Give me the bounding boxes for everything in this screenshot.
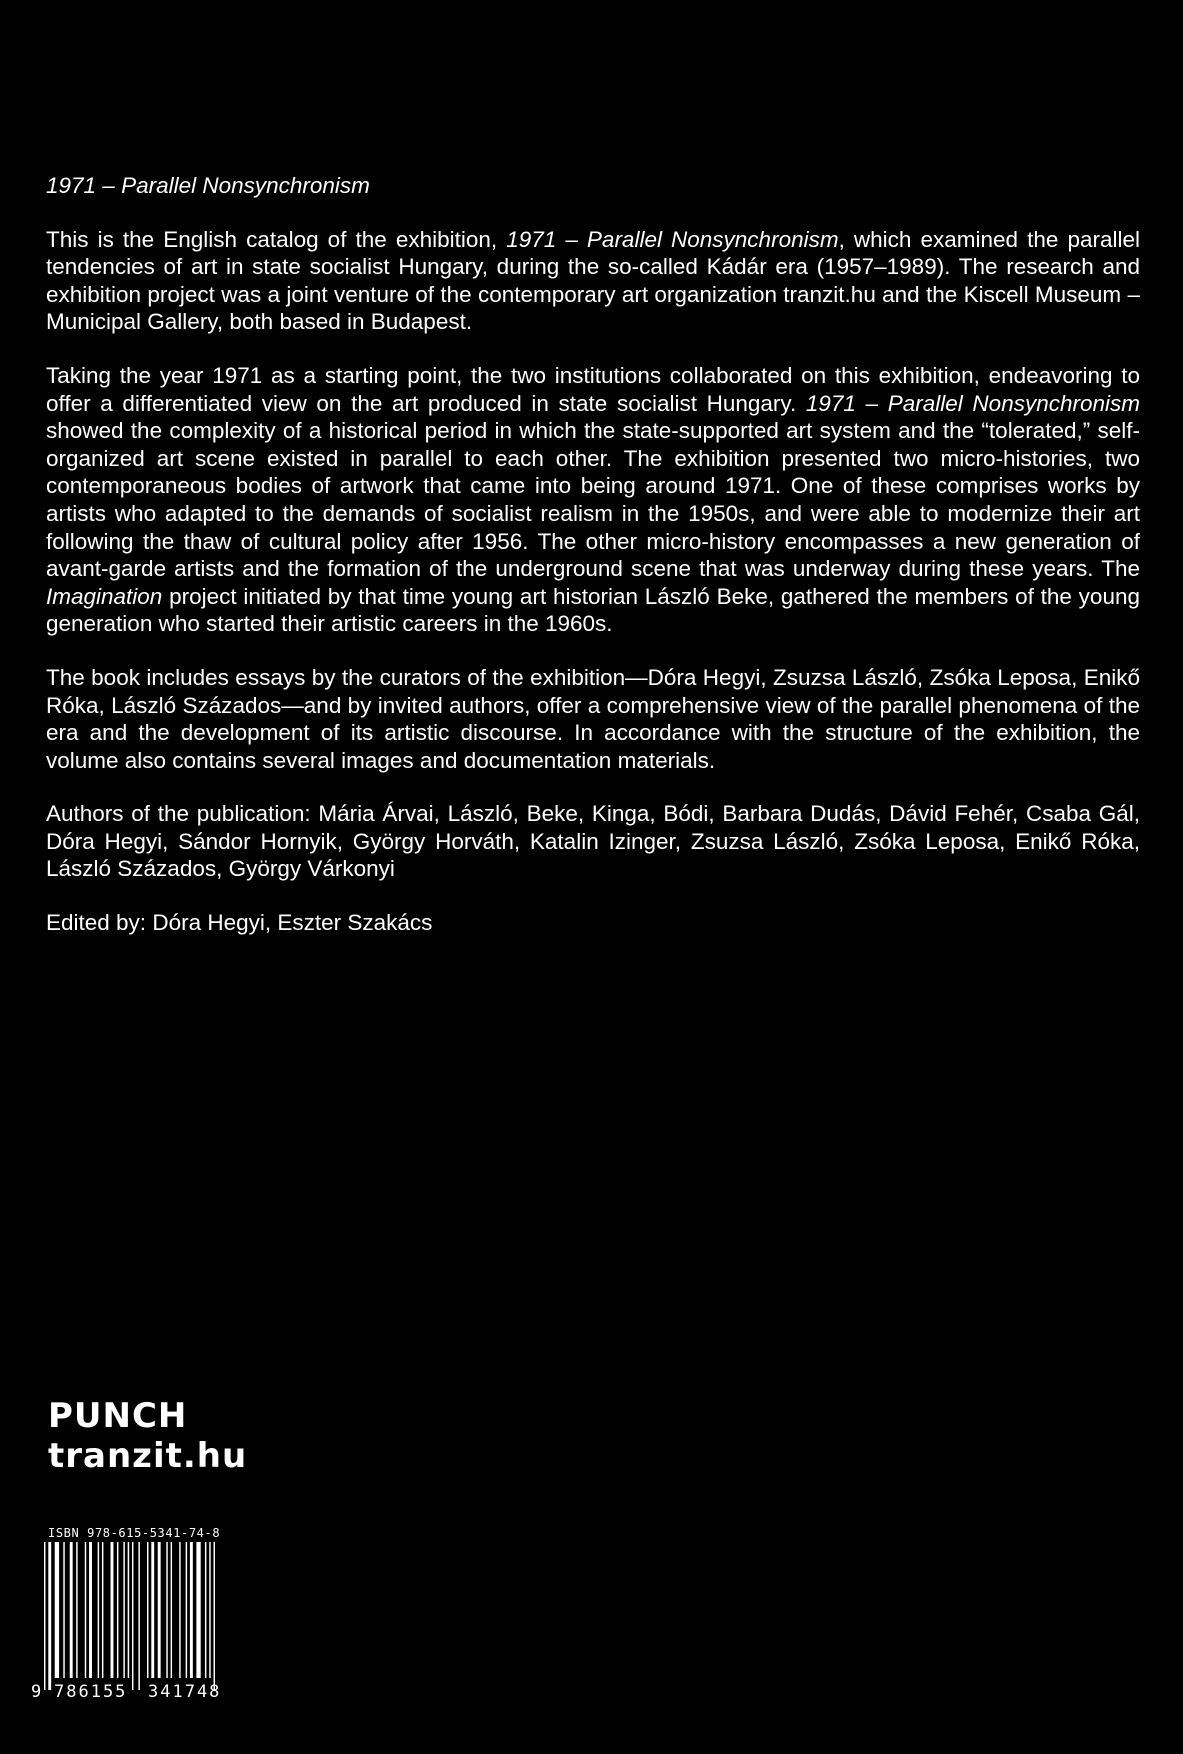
barcode-bar <box>123 1542 124 1678</box>
publisher-logos <box>48 1396 247 1476</box>
tranzit-logo: tranzit.hu <box>48 1436 248 1476</box>
barcode-bar <box>128 1542 129 1678</box>
exhibition-title-italic: 1971 – Parallel Nonsynchronism <box>805 390 1140 416</box>
barcode-bar <box>89 1542 92 1678</box>
barcode-bar <box>186 1542 187 1678</box>
barcode-bar <box>98 1542 99 1678</box>
barcode-bar <box>138 1542 139 1690</box>
imagination-italic: Imagination <box>46 583 163 609</box>
barcode-bar <box>63 1542 64 1678</box>
barcode-bar <box>132 1542 133 1690</box>
barcode-bar <box>48 1542 51 1690</box>
intro-paragraph <box>46 226 1140 336</box>
barcode-bar <box>196 1542 200 1678</box>
barcode-digits-right: 341748 <box>148 1682 222 1702</box>
barcode-bar <box>55 1542 59 1678</box>
exhibition-text-start: Taking the year 1971 as a starting point, the two institutions collaborated on this exhibition, endeavoring to offer a differentiated view on the art produced in state socialist Hungary. <box>46 362 1140 416</box>
barcode-bar <box>166 1542 167 1678</box>
barcode-bar <box>179 1542 180 1678</box>
intro-text-end: , which examined the parallel tendencies of art in state socialist Hungary, during the so-called Kádár era (1957–1989). The research and exhibition project was a joint venture of the contemporary art organization tranzit.hu and the Kiscell Museum – Municipal Gallery, both based in Budapest. <box>46 226 1140 335</box>
punch-logo: PUNCH <box>48 1396 188 1436</box>
book-title: 1971 – Parallel Nonsynchronism <box>46 173 370 198</box>
intro-title-italic: 1971 – Parallel Nonsynchronism <box>506 226 839 252</box>
exhibition-text-middle: showed the complexity of a historical period in which the state-supported art system and the “tolerated,” self-organized art scene existed in parallel to each other. The exhibition presented two micro-histories, two contemporaneous bodies of artwork that came into being around 1971. One of these comprises works by artists who adapted to the demands of socialist realism in the 1950s, and were able to modernize their art following the thaw of cultural policy after 1956. The other micro-history encompasses a new generation of avant-garde artists and the formation of the underground scene that was underway during these years. The <box>46 418 1140 582</box>
barcode-digit-first: 9 <box>31 1682 42 1702</box>
back-cover-text <box>46 172 1140 937</box>
book-contents-paragraph: The book includes essays by the curators of the exhibition—Dóra Hegyi, Zsuzsa László, Zsóka Leposa, Enikő Róka, László Százados—and by invited authors, offer a comprehensive view of the parallel phenomena of the era and the development of its artistic discourse. In accordance with the structure of the exhibition, the volume also contains several images and documentation materials. <box>46 664 1140 773</box>
authors-list: Authors of the publication: Mária Árvai, László, Beke, Kinga, Bódi, Barbara Dudás, Dávid Fehér, Csaba Gál, Dóra Hegyi, Sándor Hornyik, György Horváth, Katalin Izinger, Zsuzsa László, Zsóka Leposa, Enikő Róka, László Százados, György Várkonyi <box>46 801 1140 882</box>
barcode-bar <box>117 1542 118 1678</box>
intro-text-start: This is the English catalog of the exhibition, <box>46 226 507 252</box>
exhibition-text-end: project initiated by that time young art historian László Beke, gathered the members of the young generation who started their artistic careers in the 1960s. <box>46 583 1140 637</box>
barcode-bar <box>214 1542 215 1690</box>
isbn-barcode <box>26 1526 246 1702</box>
isbn-label: ISBN 978-615-5341-74-8 <box>48 1526 221 1540</box>
barcode-bar <box>171 1542 172 1678</box>
barcode-bar <box>151 1542 154 1678</box>
barcode-bar <box>158 1542 161 1678</box>
barcode-bar <box>209 1542 210 1678</box>
barcode-bar <box>70 1542 73 1678</box>
barcode-bar <box>85 1542 86 1678</box>
editors-credit: Edited by: Dóra Hegyi, Eszter Szakács <box>46 910 433 936</box>
exhibition-paragraph <box>46 362 1140 638</box>
barcode-graphic <box>26 1542 246 1702</box>
barcode-bar <box>102 1542 103 1678</box>
barcode-bar <box>205 1542 206 1678</box>
barcode-bar <box>44 1542 45 1690</box>
barcode-bar <box>190 1542 193 1678</box>
barcode-bar <box>76 1542 77 1678</box>
barcode-digits-left: 786155 <box>54 1682 128 1702</box>
barcode-bar <box>147 1542 148 1678</box>
barcode-bar <box>111 1542 114 1678</box>
